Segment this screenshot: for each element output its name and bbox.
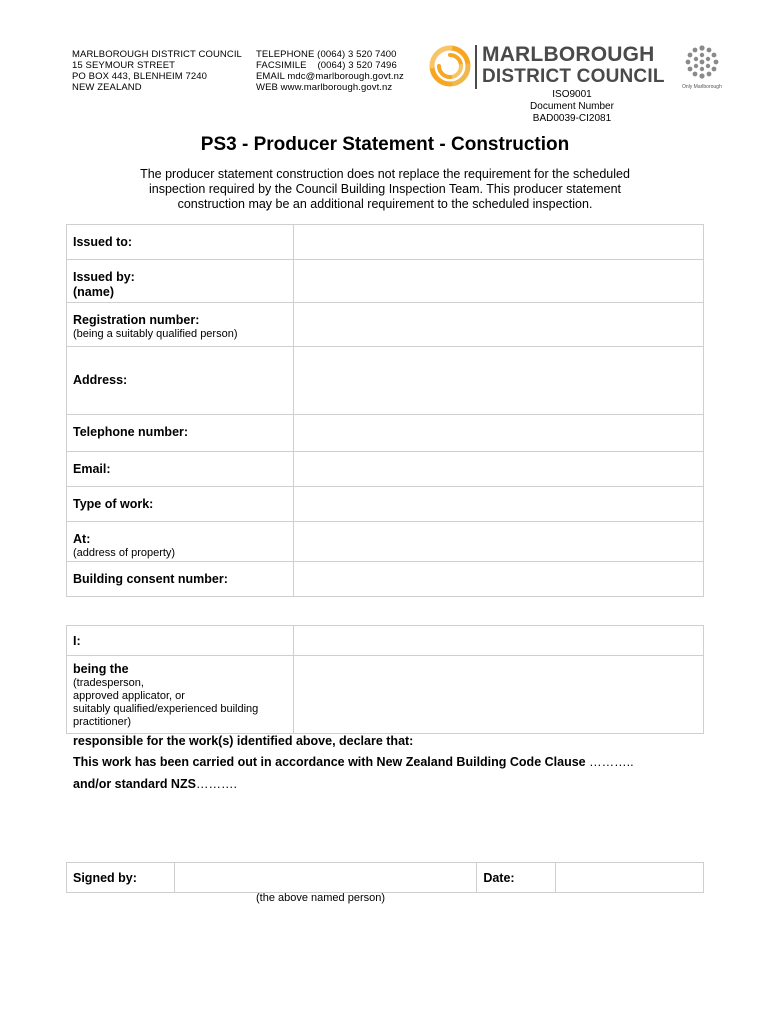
telephone-field[interactable]: [293, 415, 703, 452]
property-address-field[interactable]: [293, 522, 703, 562]
doc-number: BAD0039-CI2081: [532, 113, 612, 124]
declarant-name-field[interactable]: [293, 626, 703, 656]
date-label: Date:: [477, 863, 556, 893]
details-form: [66, 224, 704, 597]
address-line: 15 SEYMOUR STREET: [72, 60, 176, 71]
form-row: [67, 303, 704, 347]
signature-note: (the above named person): [256, 892, 386, 904]
form-row: [67, 863, 704, 893]
address-line: PO BOX 443, BLENHEIM 7240: [72, 71, 208, 82]
form-row: [67, 656, 704, 734]
intro-line: inspection required by the Council Building Inspection Team. This producer statement: [148, 182, 622, 196]
doc-number-label: Document Number: [530, 101, 614, 112]
declarant-name-label: I:: [67, 626, 294, 656]
form-row: [67, 225, 704, 260]
issued-by-field[interactable]: [293, 260, 703, 303]
address-label: Address:: [67, 347, 294, 415]
intro-line: construction may be an additional requirement to the scheduled inspection.: [177, 197, 593, 211]
email-field[interactable]: [293, 452, 703, 487]
logo-tagline: Only Marlborough: [682, 84, 722, 90]
form-row: [67, 260, 704, 303]
logo-title: MARLBOROUGH: [482, 43, 655, 66]
building-code-clause-line: This work has been carried out in accordance with New Zealand Building Code Clause ………..: [73, 755, 634, 769]
council-address: [72, 49, 242, 93]
telephone-line: TELEPHONE (0064) 3 520 7400: [256, 49, 397, 60]
form-row: [67, 522, 704, 562]
form-row: [67, 452, 704, 487]
intro-line: The producer statement construction does not replace the requirement for the scheduled: [140, 167, 630, 181]
form-row: [67, 626, 704, 656]
address-line: NEW ZEALAND: [72, 82, 142, 93]
email-line: EMAIL mdc@marlborough.govt.nz: [256, 71, 404, 82]
declarant-role-label: being the (tradesperson, approved applicator, or suitably qualified/experienced building practitioner): [67, 656, 294, 734]
form-row: [67, 415, 704, 452]
form-row: [67, 347, 704, 415]
consent-number-field[interactable]: [293, 562, 703, 597]
council-contact: [256, 49, 404, 93]
logo-subtitle: DISTRICT COUNCIL: [482, 66, 665, 87]
issued-to-field[interactable]: [293, 225, 703, 260]
declarant-form: [66, 625, 704, 734]
declarant-role-field[interactable]: [293, 656, 703, 734]
registration-label: Registration number: (being a suitably qualified person): [67, 303, 294, 347]
facsimile-line: FACSIMILE (0064) 3 520 7496: [256, 60, 397, 71]
email-label: Email:: [67, 452, 294, 487]
telephone-label: Telephone number:: [67, 415, 294, 452]
form-row: [67, 487, 704, 522]
page-title: PS3 - Producer Statement - Construction: [200, 134, 570, 155]
logo-divider: [475, 45, 477, 89]
iso-label: ISO9001: [552, 89, 592, 100]
signed-by-label: Signed by:: [67, 863, 175, 893]
address-line: MARLBOROUGH DISTRICT COUNCIL: [72, 49, 242, 60]
issued-by-label: Issued by: (name): [67, 260, 294, 303]
web-line: WEB www.marlborough.govt.nz: [256, 82, 393, 93]
property-address-label: At: (address of property): [67, 522, 294, 562]
issued-to-label: Issued to:: [67, 225, 294, 260]
registration-field[interactable]: [293, 303, 703, 347]
address-field[interactable]: [293, 347, 703, 415]
document-info: [510, 89, 634, 125]
type-of-work-label: Type of work:: [67, 487, 294, 522]
date-field[interactable]: [556, 863, 704, 893]
nzs-standard-line: and/or standard NZS……….: [73, 777, 237, 791]
consent-number-label: Building consent number:: [67, 562, 294, 597]
declaration-intro: responsible for the work(s) identified above, declare that:: [73, 734, 414, 748]
council-logo-icon: [428, 44, 472, 88]
type-of-work-field[interactable]: [293, 487, 703, 522]
signature-field[interactable]: [174, 863, 476, 893]
form-row: [67, 562, 704, 597]
intro-paragraph: [0, 167, 770, 212]
only-marlborough-emblem-icon: [682, 44, 722, 82]
signature-form: [66, 862, 704, 893]
